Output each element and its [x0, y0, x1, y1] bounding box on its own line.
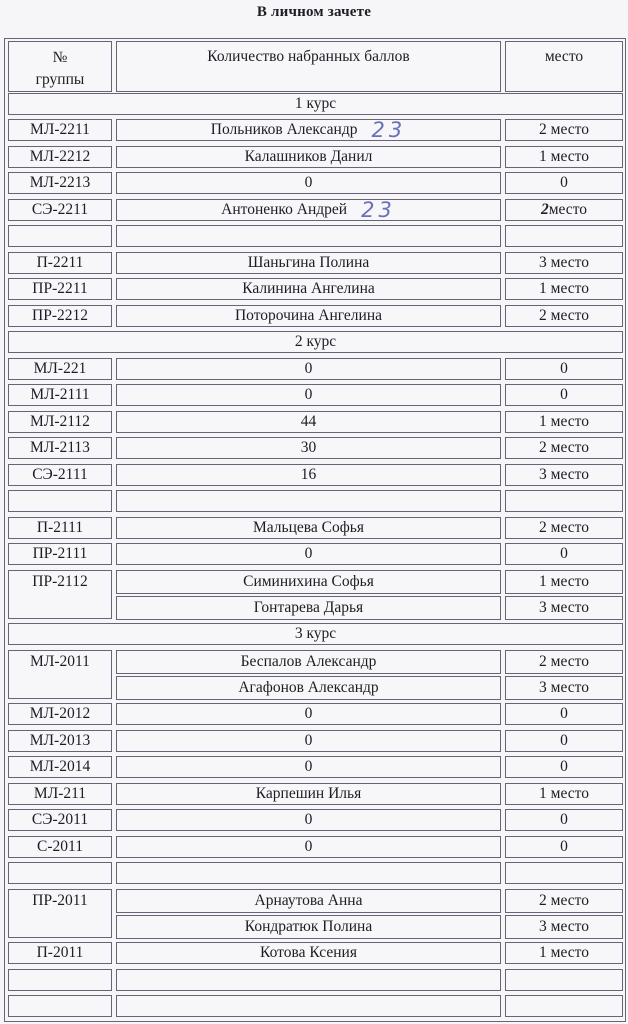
group-cell: МЛ-2213	[8, 172, 112, 194]
place-cell: 0	[505, 358, 623, 380]
place-cell: 0	[505, 172, 623, 194]
handwritten-place: 2	[540, 200, 549, 218]
table-row	[5, 807, 624, 833]
group-cell: СЭ-2211	[8, 199, 112, 221]
handwritten-note: 23	[361, 197, 396, 222]
points-cell	[116, 490, 501, 512]
group-cell: ПР-2112	[8, 570, 112, 619]
header-points: Количество набранных баллов	[116, 41, 501, 92]
points-cell: 0	[116, 809, 501, 831]
points-cell	[116, 199, 501, 221]
group-cell: П-2111	[8, 517, 112, 539]
place-cell: 2 место	[505, 517, 623, 539]
group-cell: ПР-2211	[8, 278, 112, 300]
header-group	[8, 41, 112, 92]
header-place: место	[505, 41, 623, 92]
table-row	[5, 754, 624, 780]
points-cell: 0	[116, 384, 501, 406]
place-cell: 1 место	[505, 783, 623, 805]
points-cell: 0	[116, 543, 501, 565]
group-cell	[8, 490, 112, 512]
table-row-group	[5, 887, 624, 940]
table-row	[5, 515, 624, 541]
group-cell: МЛ-2112	[8, 411, 112, 433]
points-cell: Карпешин Илья	[116, 783, 501, 805]
group-cell: П-2211	[8, 252, 112, 274]
place-cell: 3 место	[505, 252, 623, 274]
place-cell: 3 место	[505, 464, 623, 486]
document-title: В личном зачете	[256, 4, 372, 20]
table-row	[5, 223, 624, 249]
place-cell: 2 место	[505, 889, 623, 913]
points-cell: Кондратюк Полина	[116, 915, 501, 939]
group-cell: П-2011	[8, 942, 112, 964]
place-cell: 0	[505, 703, 623, 725]
table-row	[5, 967, 624, 993]
group-cell	[8, 969, 112, 991]
points-cell: Гонтарева Дарья	[116, 596, 501, 620]
place-cell	[505, 969, 623, 991]
group-cell	[8, 225, 112, 247]
points-cell: 0	[116, 730, 501, 752]
points-cell: Арнаутова Анна	[116, 889, 501, 913]
course-label: 3 курс	[8, 623, 623, 645]
place-cell	[505, 995, 623, 1017]
table-row	[5, 170, 624, 196]
group-cell: С-2011	[8, 836, 112, 858]
group-cell: МЛ-2013	[8, 730, 112, 752]
table-row	[5, 781, 624, 807]
place-cell: 1 место	[505, 411, 623, 433]
table-row	[5, 993, 624, 1019]
table-row	[5, 488, 624, 514]
points-cell: 0	[116, 172, 501, 194]
place-cell: 0	[505, 543, 623, 565]
group-cell: МЛ-2113	[8, 437, 112, 459]
points-cell	[116, 862, 501, 884]
place-cell: 2 место	[505, 119, 623, 141]
place-cell: 0	[505, 809, 623, 831]
points-cell: 0	[116, 358, 501, 380]
table-row	[5, 541, 624, 567]
points-cell	[116, 119, 501, 141]
group-cell: СЭ-2111	[8, 464, 112, 486]
table-row	[5, 860, 624, 886]
table-row	[5, 940, 624, 966]
place-cell: 0	[505, 384, 623, 406]
table-row	[5, 144, 624, 170]
place-cell: 3 место	[505, 596, 623, 620]
table-header	[5, 39, 624, 94]
group-cell	[8, 995, 112, 1017]
place-text: место	[548, 200, 588, 218]
table-row-group	[5, 648, 624, 701]
group-cell: МЛ-2014	[8, 756, 112, 778]
group-cell: СЭ-2011	[8, 809, 112, 831]
place-cell	[505, 862, 623, 884]
table-row	[5, 276, 624, 302]
course-label: 2 курс	[8, 331, 623, 353]
points-cell: 30	[116, 437, 501, 459]
points-cell: 16	[116, 464, 501, 486]
place-cell: 3 место	[505, 676, 623, 700]
points-cell	[116, 995, 501, 1017]
points-cell: 0	[116, 756, 501, 778]
points-cell: Мальцева Софья	[116, 517, 501, 539]
place-cell: 1 место	[505, 146, 623, 168]
place-cell: 1 место	[505, 942, 623, 964]
table-row	[5, 197, 624, 223]
group-cell: МЛ-2012	[8, 703, 112, 725]
table-row	[5, 409, 624, 435]
group-cell: ПР-2111	[8, 543, 112, 565]
points-cell: 0	[116, 836, 501, 858]
table-row	[5, 462, 624, 488]
table-row	[5, 382, 624, 408]
place-cell	[505, 225, 623, 247]
table-row-group	[5, 568, 624, 621]
group-cell: МЛ-221	[8, 358, 112, 380]
points-cell: 0	[116, 703, 501, 725]
group-cell: МЛ-211	[8, 783, 112, 805]
place-cell: 2 место	[505, 650, 623, 674]
place-cell: 0	[505, 836, 623, 858]
points-text: Польников Александр	[210, 121, 358, 139]
points-cell: Симинихина Софья	[116, 570, 501, 594]
place-cell: 1 место	[505, 570, 623, 594]
place-cell	[505, 490, 623, 512]
handwritten-note: 23	[371, 118, 407, 143]
points-cell: Калинина Ангелина	[116, 278, 501, 300]
points-cell: 44	[116, 411, 501, 433]
points-cell: Шаньгина Полина	[116, 252, 501, 274]
points-cell	[116, 969, 501, 991]
table-row	[5, 435, 624, 461]
group-cell: МЛ-2111	[8, 384, 112, 406]
header-group-line2: группы	[35, 70, 85, 88]
points-cell: Поторочина Ангелина	[116, 305, 501, 327]
place-cell: 1 место	[505, 278, 623, 300]
course-row	[5, 621, 624, 647]
table-row	[5, 834, 624, 860]
table-row	[5, 250, 624, 276]
group-cell: ПР-2212	[8, 305, 112, 327]
place-cell: 0	[505, 730, 623, 752]
table-row	[5, 728, 624, 754]
group-cell: МЛ-2211	[8, 119, 112, 141]
group-cell: МЛ-2011	[8, 650, 112, 699]
table-row	[5, 701, 624, 727]
table-row	[5, 303, 624, 329]
points-cell	[116, 225, 501, 247]
points-cell: Калашников Данил	[116, 146, 501, 168]
place-cell: 0	[505, 756, 623, 778]
course-row	[5, 91, 624, 117]
place-cell: 3 место	[505, 915, 623, 939]
points-text: Антоненко Андрей	[221, 200, 348, 218]
results-table	[4, 38, 626, 1022]
table-row	[5, 117, 624, 143]
place-cell: 2 место	[505, 437, 623, 459]
points-cell: Агафонов Александр	[116, 676, 501, 700]
points-cell: Беспалов Александр	[116, 650, 501, 674]
header-group-line1: №	[52, 48, 68, 66]
group-cell: ПР-2011	[8, 889, 112, 938]
place-cell	[505, 199, 623, 221]
group-cell: МЛ-2212	[8, 146, 112, 168]
course-label: 1 курс	[8, 93, 623, 115]
place-cell: 2 место	[505, 305, 623, 327]
table-row	[5, 356, 624, 382]
course-row	[5, 329, 624, 355]
points-cell: Котова Ксения	[116, 942, 501, 964]
group-cell	[8, 862, 112, 884]
